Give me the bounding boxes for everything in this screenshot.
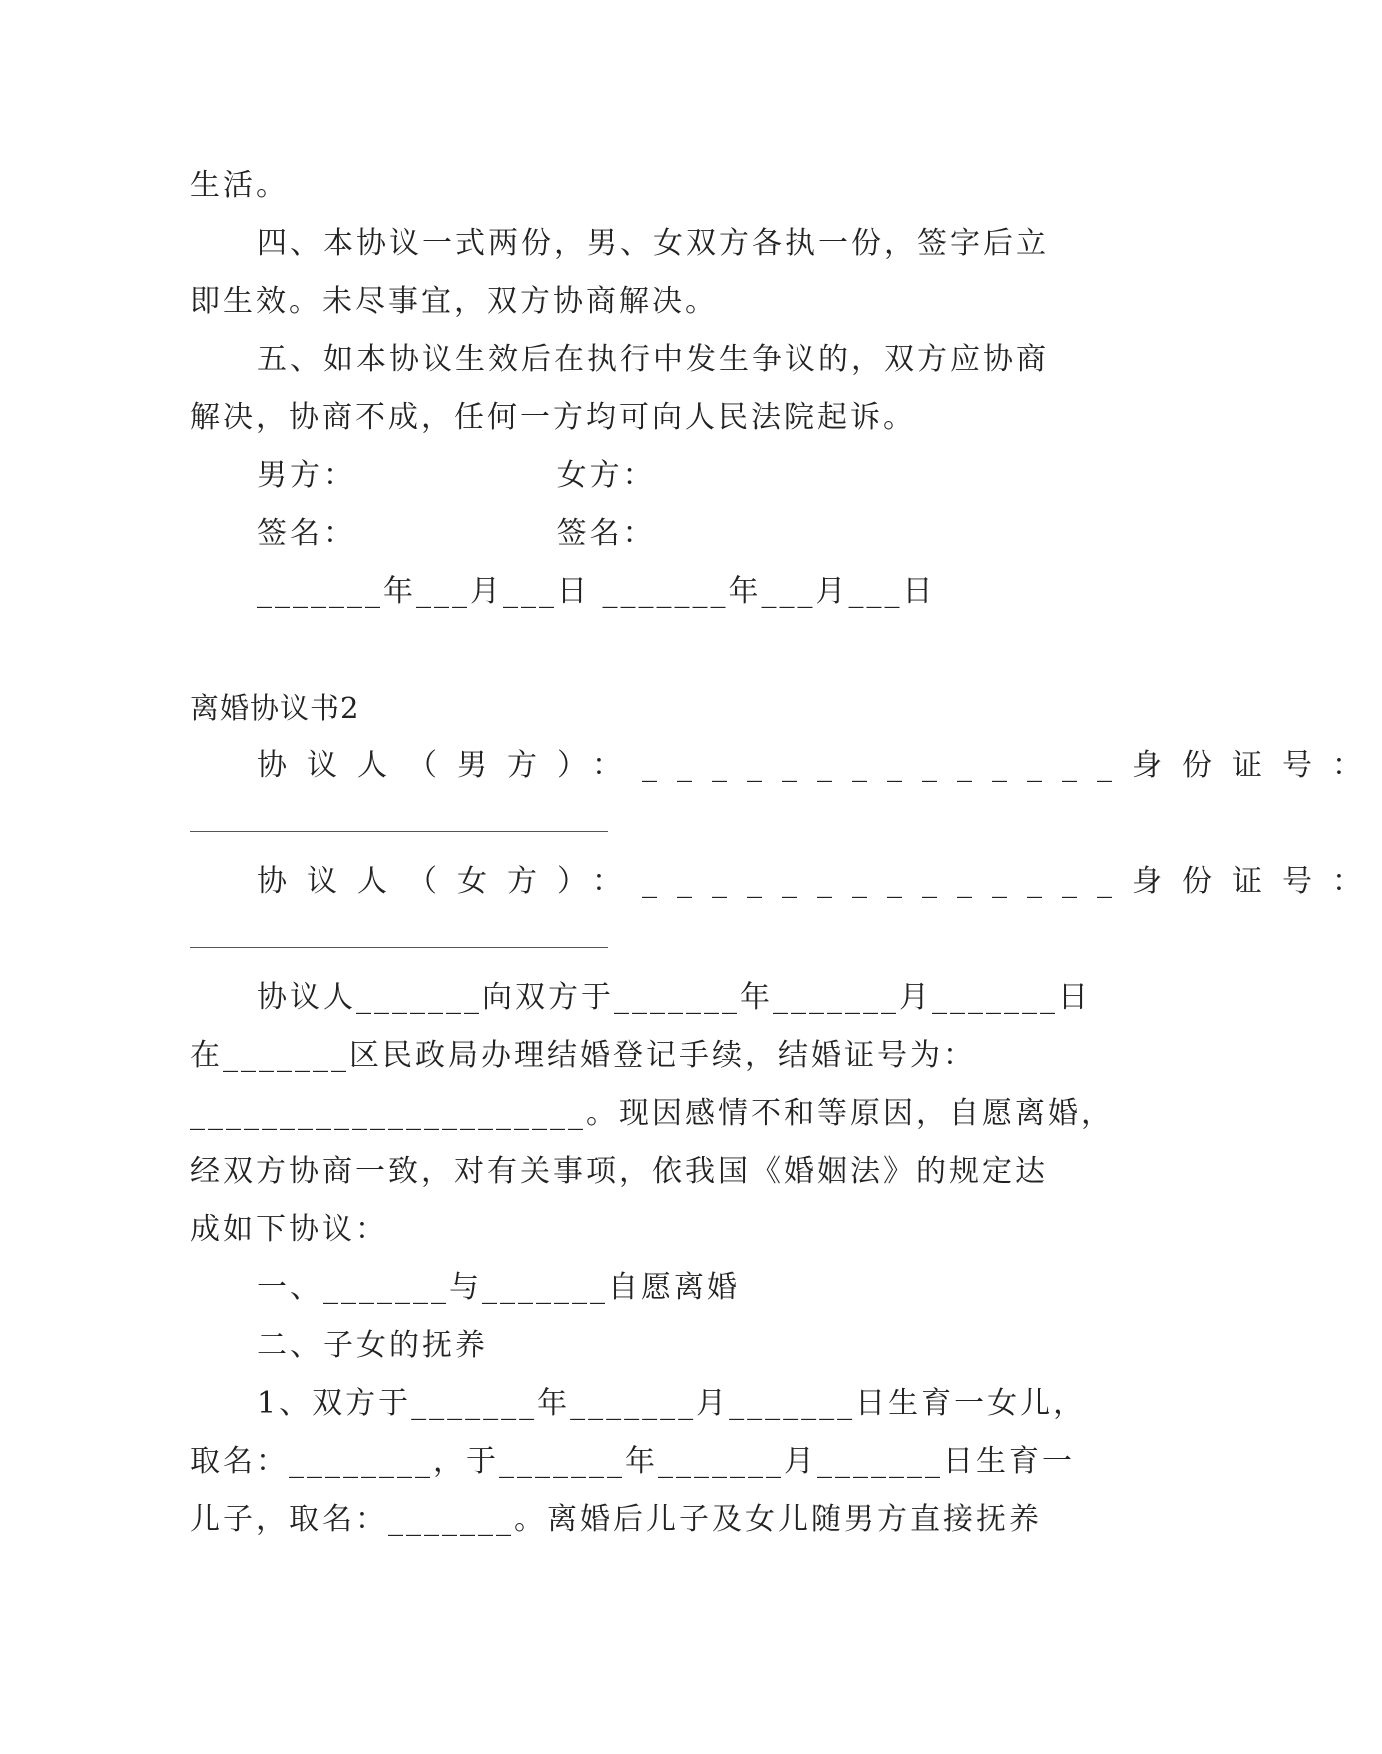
- intro-line-3: ______________________。现因感情不和等原因，自愿离婚，: [190, 1096, 1114, 1131]
- male-id-blank: [190, 831, 608, 832]
- intro-line-1: 协议人_______向双方于_______年_______月_______日: [257, 980, 1091, 1015]
- document-title: 离婚协议书2: [190, 691, 360, 725]
- female-party-line: 协议人（女方）：______________身份证号：: [257, 864, 1382, 899]
- text-line: 生活。: [190, 168, 289, 203]
- male-party-line: 协议人（男方）：______________身份证号：: [257, 748, 1382, 783]
- sub-item-1-line-2: 取名：________，于_______年_______月_______日生育一: [190, 1444, 1075, 1479]
- party-labels: 男方： 女方：: [257, 458, 656, 493]
- intro-line-2: 在_______区民政局办理结婚登记手续，结婚证号为：: [190, 1038, 976, 1073]
- item-1: 一、_______与_______自愿离婚: [257, 1270, 740, 1305]
- intro-line-5: 成如下协议：: [190, 1212, 388, 1247]
- signature-labels: 签名： 签名：: [257, 516, 656, 551]
- article-5-line-1: 五、如本协议生效后在执行中发生争议的，双方应协商: [257, 342, 1049, 377]
- date-fields: _______年___月___日 _______年___月___日: [257, 574, 936, 609]
- article-4-line-1: 四、本协议一式两份，男、女双方各执一份，签字后立: [257, 226, 1049, 261]
- item-2-heading: 二、子女的抚养: [257, 1328, 488, 1363]
- sub-item-1-line-1: 1、双方于_______年_______月_______日生育一女儿，: [257, 1386, 1087, 1421]
- article-4-line-2: 即生效。未尽事宜，双方协商解决。: [190, 284, 718, 319]
- intro-line-4: 经双方协商一致，对有关事项，依我国《婚姻法》的规定达: [190, 1154, 1048, 1189]
- female-id-blank: [190, 947, 608, 948]
- article-5-line-2: 解决，协商不成，任何一方均可向人民法院起诉。: [190, 400, 916, 435]
- sub-item-1-line-3: 儿子，取名：_______。离婚后儿子及女儿随男方直接抚养: [190, 1502, 1042, 1537]
